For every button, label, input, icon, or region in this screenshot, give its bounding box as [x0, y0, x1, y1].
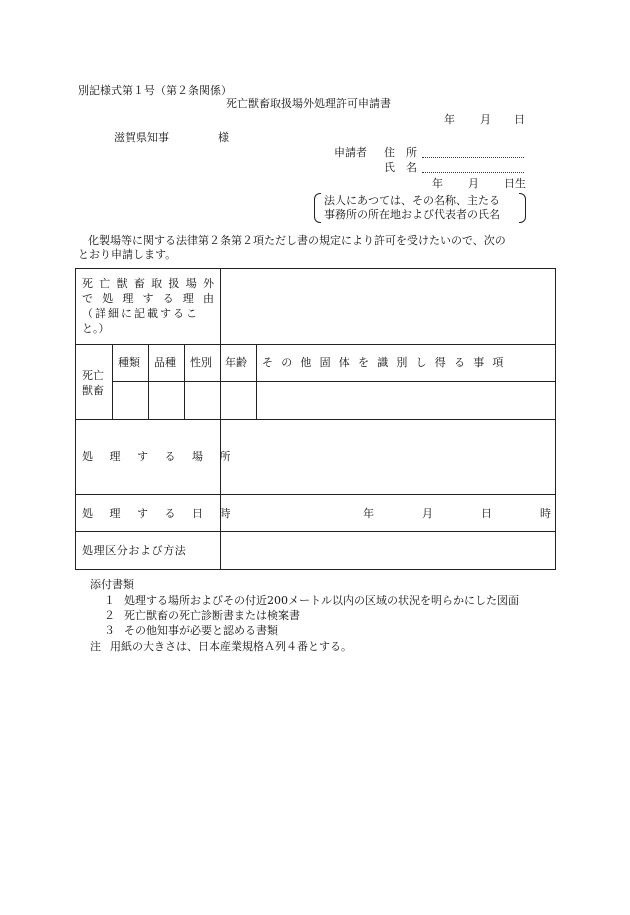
label-char: 理 [122, 292, 134, 305]
label-char: 獣 [116, 277, 128, 290]
attachment-num-1: １ [104, 594, 115, 607]
datetime-label: 処理する日時 [82, 507, 247, 520]
col-sex: 性別 [190, 356, 212, 369]
datetime-month: 月 [422, 507, 433, 520]
age-input[interactable] [221, 382, 256, 419]
label-char: 由 [202, 292, 214, 305]
datetime-day: 日 [481, 507, 492, 520]
left-bracket [314, 193, 321, 223]
label-char: 処 [102, 292, 114, 305]
attachment-text-2: 死亡獣畜の死亡診断書または検案書 [124, 609, 300, 622]
intro-line-1: 化製場等に関する法律第２条第２項ただし書の規定により許可を受けたいので、次の [88, 234, 506, 247]
attachment-text-3: その他知事が必要と認める書類 [124, 624, 278, 637]
name-field[interactable] [422, 161, 524, 173]
note-line-1: 法人にあつては、その名称、主たる [324, 194, 500, 207]
right-bracket [519, 193, 526, 223]
reason-input[interactable] [221, 269, 555, 344]
method-label: 処理区分および方法 [82, 544, 187, 557]
date-month: 月 [480, 113, 491, 126]
col-other: その他固体を識別し得る事項 [262, 356, 512, 369]
applicant-label: 申請者 [334, 146, 367, 159]
datetime-hour: 時 [540, 507, 551, 520]
label-char: 理 [182, 292, 194, 305]
animal-label-2: 獣畜 [82, 384, 104, 397]
label-char: 取 [151, 277, 163, 290]
datetime-year: 年 [363, 507, 374, 520]
corporation-note [314, 193, 526, 223]
attachment-num-3: ３ [104, 624, 115, 637]
animal-label-1: 死亡 [82, 369, 104, 382]
place-label: 処理する場所 [82, 450, 247, 463]
note-text: 用紙の大きさは、日本産業規格Ａ列４番とする。 [110, 640, 352, 653]
form-number: 別記様式第１号（第２条関係） [78, 84, 232, 97]
label-char: 亡 [99, 277, 111, 290]
address-label: 住 所 [384, 146, 417, 159]
attachments-heading: 添付書類 [90, 578, 134, 591]
col-species: 種類 [118, 356, 140, 369]
label-char: 場 [185, 277, 197, 290]
form-title: 死亡獣畜取扱場外処理許可申請書 [226, 97, 391, 110]
date-day: 日 [514, 113, 525, 126]
addressee-name: 滋賀県知事 [114, 131, 169, 144]
note-line-2: 事務所の所在地および代表者の氏名 [324, 208, 500, 221]
sex-input[interactable] [185, 382, 220, 419]
attachment-num-2: ２ [104, 609, 115, 622]
birth-day: 日生 [504, 177, 526, 190]
reason-label-2 [82, 292, 214, 306]
date-year: 年 [444, 113, 455, 126]
label-char: 死 [82, 277, 93, 290]
intro-line-2: とおり申請します。 [78, 248, 177, 261]
address-field[interactable] [422, 146, 524, 158]
label-char: る [162, 292, 174, 305]
birth-month: 月 [468, 177, 479, 190]
label-char: で [82, 292, 93, 305]
reason-label-3: （詳細に記載するこ [82, 307, 199, 320]
reason-label-4: と。） [82, 322, 110, 335]
name-label: 氏 名 [384, 161, 417, 174]
label-char: 扱 [168, 277, 180, 290]
reason-label-1 [82, 277, 214, 291]
breed-input[interactable] [149, 382, 184, 419]
place-input[interactable] [221, 420, 555, 494]
attachment-text-1: 処理する場所およびその付近200メートル以内の区域の状況を明らかにした図面 [124, 594, 519, 607]
label-char: す [142, 292, 154, 305]
row-divider [75, 494, 556, 495]
addressee-honorific: 様 [218, 131, 229, 144]
other-input[interactable] [257, 382, 555, 419]
col-breed: 品種 [154, 356, 176, 369]
species-input[interactable] [113, 382, 148, 419]
col-age: 年齢 [225, 356, 247, 369]
label-char: 外 [202, 277, 214, 290]
birth-year: 年 [432, 177, 443, 190]
note-label: 注 [90, 640, 101, 653]
label-char: 畜 [133, 277, 145, 290]
method-input[interactable] [221, 532, 555, 569]
